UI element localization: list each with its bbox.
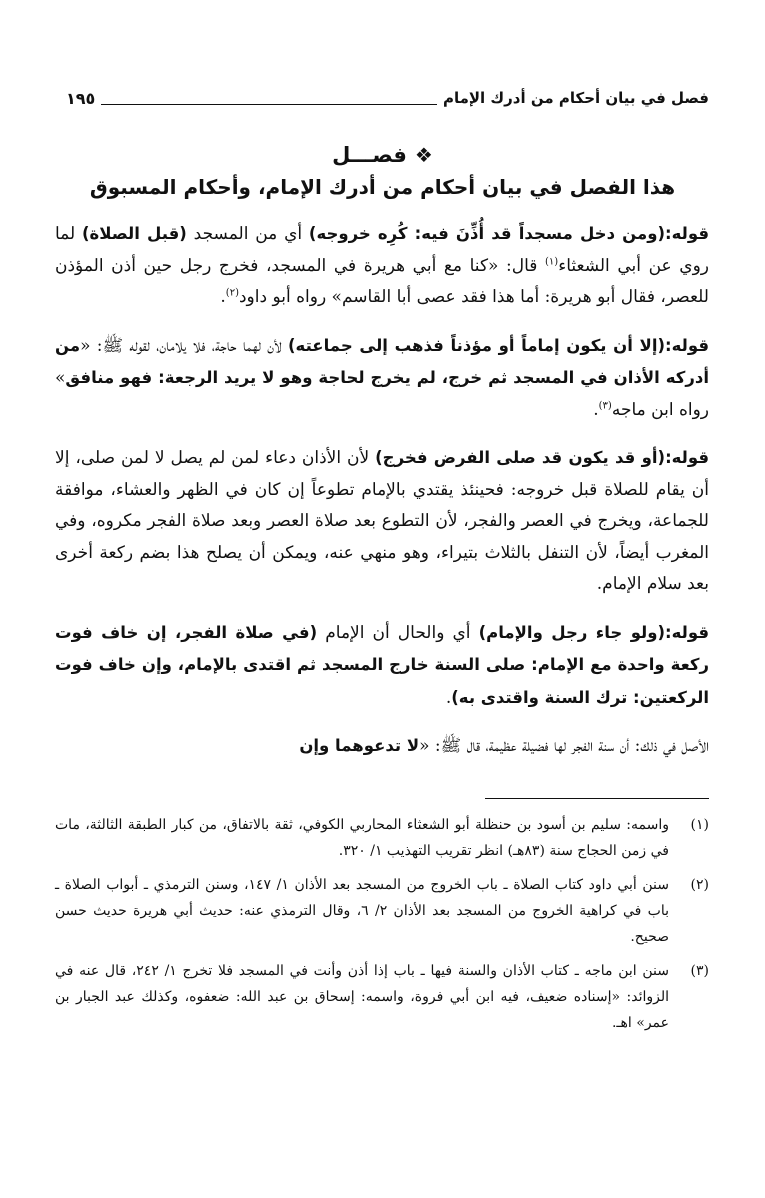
paragraph-lead: قوله: [665,335,709,355]
page-number: ١٩٥ [66,88,96,108]
paragraph-lead: قوله: [665,224,709,243]
matn-quote: (قبل الصلاة) [81,224,187,243]
footnote-number: (٣) [690,963,709,979]
footnote-separator [485,798,709,799]
paragraph-4 [55,617,709,715]
matn-quote: (أو قد يكون قد صلى الفرض فخرج) [375,448,666,467]
hadith-text: من أدركه الأذان في المسجد ثم خرج، لم يخرج لحاجة وهو لا يريد الرجعة: فهو منافق [55,335,709,387]
paragraph-3 [55,442,709,601]
footnote-marker[interactable]: (٣) [598,399,612,411]
paragraph-text: لما روي عن أبي الشعثاء [55,224,709,276]
paragraph-text: قال: «كنا مع أبي هريرة في المسجد، فخرج رجل حين أذن المؤذن للعصر، فقال أبو هريرة: أما هذا فقد عصى أبا القاسم» رواه أبو داود [55,255,709,307]
footnote [55,958,709,1036]
paragraph-text: أي والحال أن الإمام [317,622,479,643]
hadith-text: لا تدعوهما وإن [299,736,420,755]
paragraph-text: الأصل في ذلك: أن سنة الفجر لها فضيلة عظيمة، قال ﷺ: « [419,736,709,756]
footnote-text: سنن أبي داود كتاب الصلاة ـ باب الخروج من المسجد بعد الأذان ١/ ١٤٧، وسنن الترمذي ـ أبواب الصلاة ـ باب في كراهية الخروج من المسجد بعد الأذان ٢/ ٦، وقال الترمذي عنه: حديث أبي هريرة حديث حسن صحيح. [55,877,670,945]
section-label [332,140,433,170]
footnote-marker[interactable]: (١) [545,255,559,267]
paragraph-text: . [445,687,452,708]
paragraph-text: أي من المسجد [186,224,309,244]
footnote-text: واسمه: سليم بن أسود بن حنظلة أبو الشعثاء المحاربي الكوفي، ثقة بالاتفاق، من كبار الطبقة الثالثة، مات في زمن الحجاج سنة (٨٣هـ) انظر تقريب التهذيب ١/ ٣٢٠. [55,817,669,859]
ornament-icon: ❖ [414,143,433,167]
section-label-text: فصـــل [332,143,407,167]
paragraph-lead: قوله: [665,448,710,467]
matn-quote: (ولو جاء رجل والإمام) [478,622,666,642]
matn-quote: (إلا أن يكون إماماً أو مؤذناً فذهب إلى جماعته) [288,335,666,355]
paragraph-1 [55,218,709,314]
matn-quote: (في صلاة الفجر، إن خاف فوت ركعة واحدة مع الإمام: صلى السنة خارج المسجد ثم اقتدى بالإمام، وإن خاف فوت الركعتين: ترك السنة واقتدى به) [55,622,709,707]
paragraph-text: » رواه ابن ماجه [55,368,709,420]
footnote-marker[interactable]: (٢) [225,287,239,299]
paragraph-text: لأن الأذان دعاء لمن لم يصل لا لمن صلى، إلا أن يقام للصلاة قبل خروجه: فحينئذ يقتدي بالإمام تطوعاً إن كان في الظهر والعشاء، موافقة للجماعة، ويخرج في العصر والفجر، لأن التطوع بعد صلاة العصر وبعد صلاة الفجر مكروه، وفي المغرب أيضاً، لأن التنفل بالثلاث بتيراء، وهو منهي عنه، ويمكن أن يصلح هذا بضم ركعة أخرى بعد سلام الإمام. [55,448,709,594]
running-header-title: فصل في بيان أحكام من أدرك الإمام [442,89,709,107]
paragraph-lead: قوله: [665,622,709,642]
footnote-number: (١) [690,817,709,833]
footnote [55,812,709,864]
section-title: هذا الفصل في بيان أحكام من أدرك الإمام، وأحكام المسبوق [89,175,676,199]
running-header [66,86,709,110]
section-heading [50,140,715,202]
footnote [55,872,709,950]
footnote-number: (٢) [690,877,709,893]
paragraph-2 [55,330,709,427]
paragraph-text: . [220,287,226,307]
footnotes [55,812,709,1044]
paragraph-text: . [593,399,599,420]
footnote-text: سنن ابن ماجه ـ كتاب الأذان والسنة فيها ـ باب إذا أذن وأنت في المسجد فلا تخرج ١/ ٢٤٢، قال عنه في الزوائد: «إسناده ضعيف، فيه ابن أبي فروة، واسمه: إسحاق بن عبد الله: ضعفوه، وكذلك عبد الجبار بن عمر» اهـ. [55,963,669,1031]
matn-quote: (ومن دخل مسجداً قد أُذِّنَ فيه: كُرِه خروجه) [308,224,666,243]
main-text [55,218,709,779]
paragraph-5 [55,730,709,763]
paragraph-text: لأن لهما حاجة، فلا يلامان، لقوله ﷺ: « [80,335,289,356]
header-rule [101,92,437,105]
